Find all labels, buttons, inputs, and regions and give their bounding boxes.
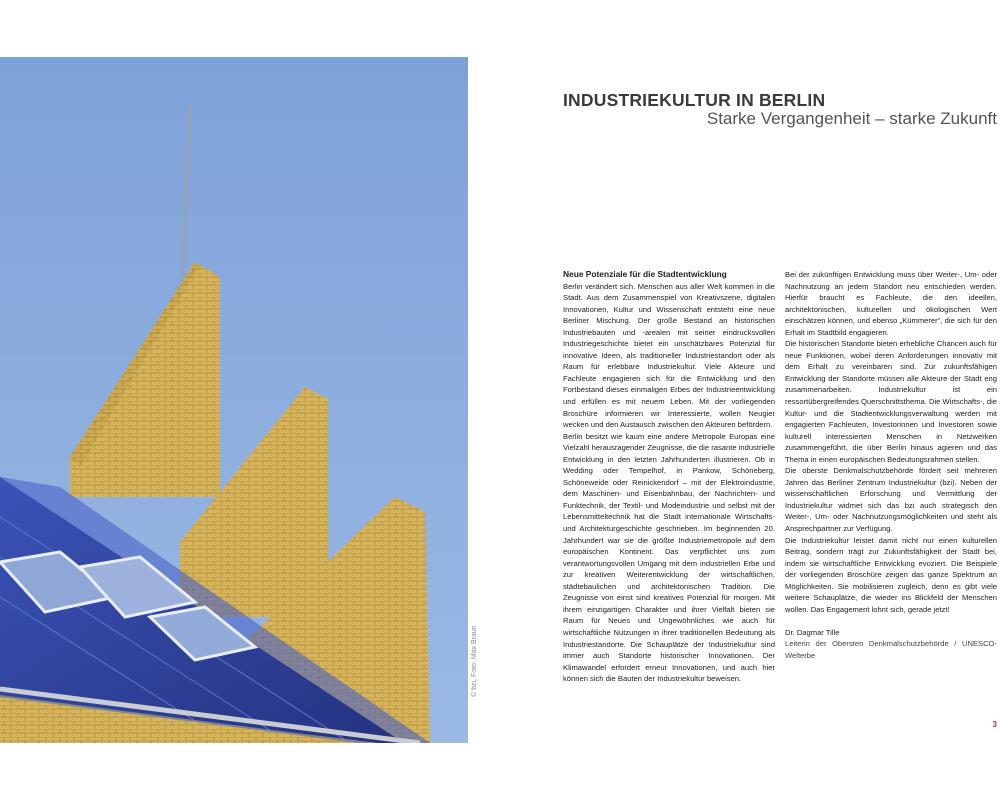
signature-block [785, 627, 997, 662]
text-column-left [563, 269, 775, 685]
brochure-spread [0, 57, 1000, 743]
paragraph: Berlin verändert sich. Menschen aus aller Welt kommen in die Stadt. Aus dem Zusammenspiel von Kreativszene, digitalen Innovationen, Kultur und Wissenschaft entsteht eine neue Berliner Mischung. Der große Bestand an historischen Industriebauten und -arealen mit seiner eindrucksvollen Industriegeschichte bietet ein unschätzbares Potenzial für innovative Ideen, als traditioneller Industriestandort oder als Raum für erlebbare Industriekultur. Viele Akteure und Fachleute engagieren sich für die Entwicklung und den Fortbestand dieses einmaligen Erbes der Industrieentwicklung und erfüllen es mit neuem Leben. Mit der vorliegenden Broschüre informieren wir Interessierte, wollen Neugier wecken und den Austausch zwischen den Akteuren befördern. [563, 281, 775, 430]
page-subtitle: Starke Vergangenheit – starke Zukunft [706, 109, 997, 128]
paragraph: Die oberste Denkmalschutzbehörde fördert seit mehreren Jahren das Berliner Zentrum Industriekultur (bzi). Neben der wissenschaftlichen Erforschung und Vermittlung der Industriekultur widmet sich das bzi auch strategisch den Weiter-, Um- oder Nachnutzungsmöglichkeiten und steht als Ansprechpartner zur Verfügung. [785, 466, 997, 534]
section-heading: Neue Potenziale für die Stadtentwicklung [563, 269, 727, 279]
page-title: INDUSTRIEKULTUR IN BERLIN [563, 90, 826, 110]
paragraph: Berlin besitzt wie kaum eine andere Metropole Europas eine Vielzahl herausragender Zeugnisse, die die rasante industrielle Entwicklung in den letzten Jahrhunderten illustrieren. Ob in Wedding oder Tempelhof, in Pankow, Schöneberg, Schöneweide oder Reinickendorf – mit der Elektroindustrie, dem Maschinen- und Eisenbahnbau, der Nachrichten- und Funktechnik, der Textil- und Modeindustrie und selbst mit der Lebensmitteltechnik hat die Stadt internationale Wirtschafts- und Architekturgeschichte geschrieben. Im beginnenden 20. Jahrhundert war sie die größte Industriemetropole auf dem europäischen Kontinent. Das verpflichtet uns zum verantwortungsvollen Umgang mit dem industriellen Erbe und zur kreativen Weiterentwicklung der wirtschaftlichen, städtebaulichen und architektonischen Tradition. Die Zeugnisse von einst sind kreatives Potenzial für morgen. Mit ihrem einzigartigen Charakter und ihrer Vielfalt bieten sie Raum für Neues und Ungewöhnliches wie auch für wirtschaftliche Nutzungen in ihrer traditionellen Bedeutung als Industriestandorte. Die Schauplätze der Industriekultur sind immer auch Standorte historischer Innovationen. Der Klimawandel erfordert erneut Innovationen, und auch hier können sich die Bauten der Industriekultur beweisen. [563, 431, 775, 684]
text-column-right [785, 269, 997, 662]
signature-name: Dr. Dagmar Tille [785, 627, 840, 637]
photo-credit: © bzi, Foto: Max Braun [471, 625, 478, 697]
signature-role: Leiterin der Obersten Denkmalschutzbehörde / UNESCO-Welterbe [785, 639, 997, 660]
paragraph: Die historischen Standorte bieten erhebliche Chancen auch für neue Funktionen, wobei deren Anforderungen innovativ mit dem Erhalt zu vereinbaren sind. Zur zukunftsfähigen Entwicklung der Standorte müssen alle Akteure der Stadt eng zusammenarbeiten. Industriekultur ist ein ressortübergreifendes Querschnittsthema. Die Wirtschafts-, die Kultur- und die Stadtentwicklungsverwaltung werden mit engagierten Fachleuten, Investorinnen und Investoren sowie kulturell interessierten Menschen in Netzwerken zusammengeführt, die über Berlin hinaus agieren und das Thema in einen europäischen Bedeutungsrahmen stellen. [785, 339, 997, 464]
paragraph: Bei der zukünftigen Entwicklung muss über Weiter-, Um- oder Nachnutzung an jedem Standort neu entschieden werden. Hierfür braucht es Fachleute, die den ideellen, architektonischen, kulturellen und ökologischen Wert einschätzen können, und ebenso „Kümmerer“, die sich für den Erhalt im Stadtbild engagieren. [785, 270, 997, 337]
page-number: 3 [992, 720, 997, 729]
photo-industrial-building [0, 57, 468, 743]
paragraph: Die Industriekultur leistet damit nicht nur einen kulturellen Beitrag, sondern trägt zur Zukunftsfähigkeit der Stadt bei, indem sie wirtschaftliche Entwicklung evoziert. Die Beispiele der vorliegenden Broschüre zeigen das ganze Spektrum an Möglichkeiten. Sie mobilisieren zugleich, denn es gibt viele weitere Schauplätze, die wieder ins Blickfeld der Menschen wollen. Das Engagement lohnt sich, gerade jetzt! [785, 535, 997, 614]
